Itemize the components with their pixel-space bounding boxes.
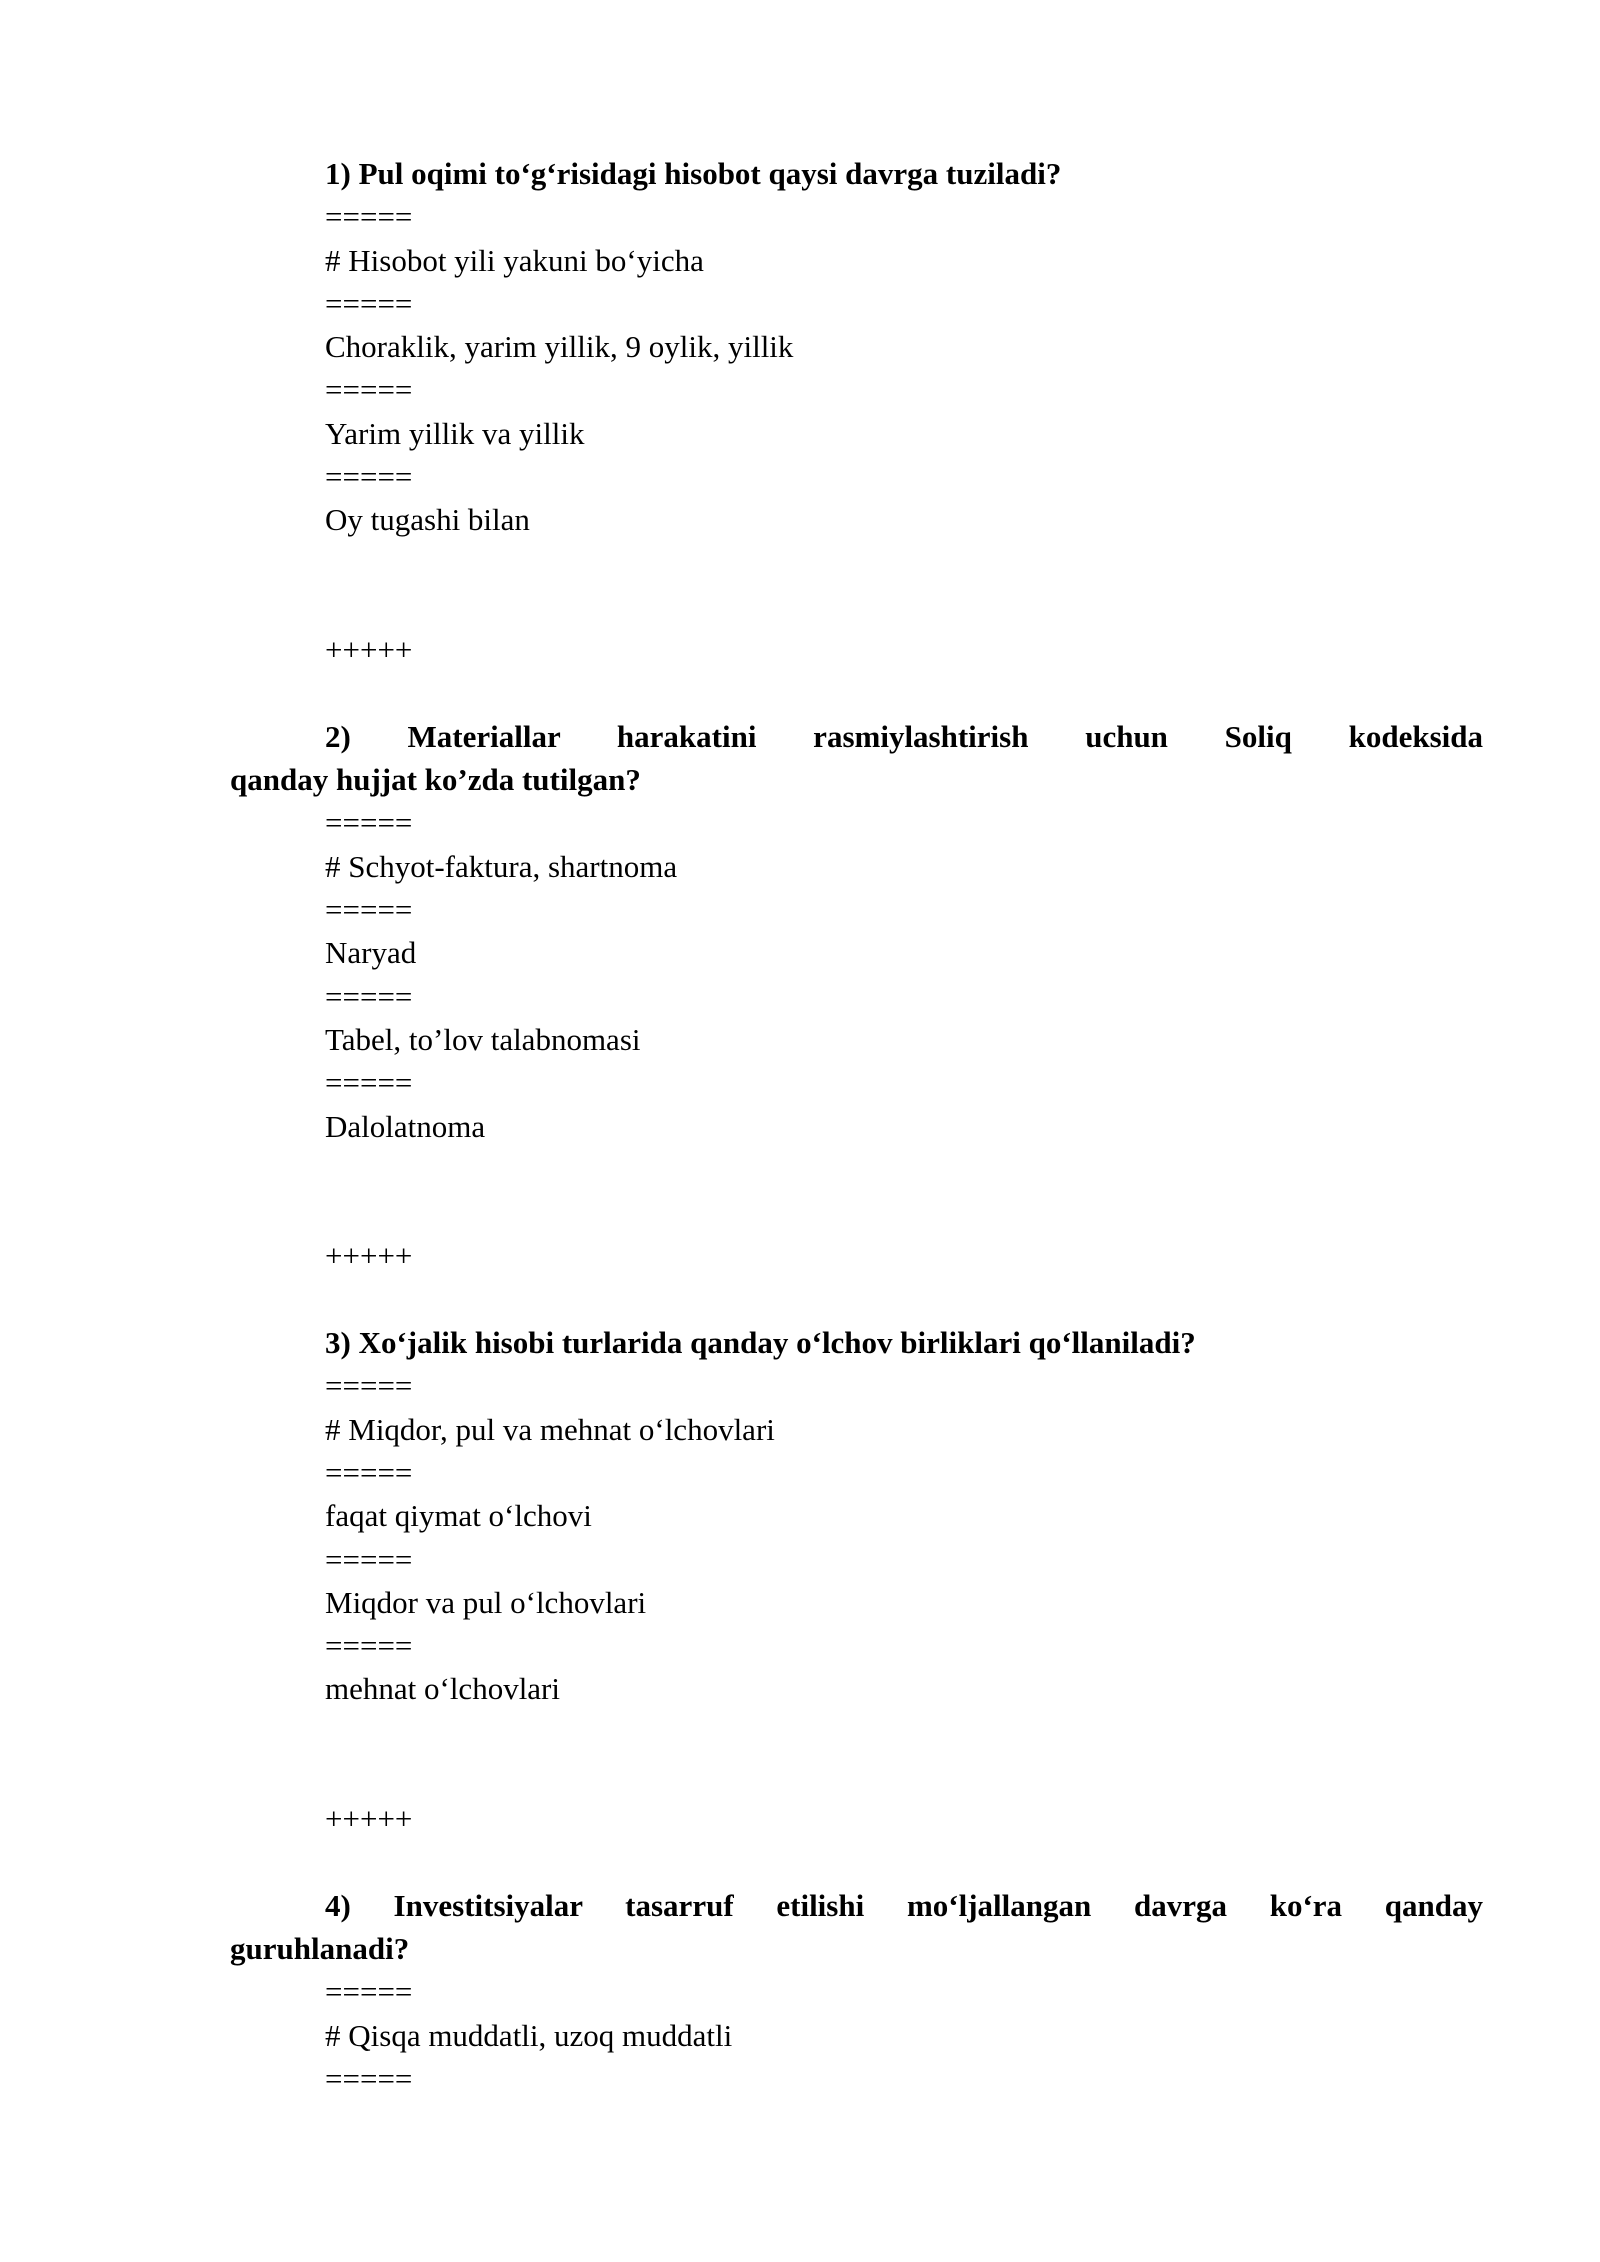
question-block (230, 152, 1483, 715)
question-block (230, 1884, 1483, 2100)
blank-line (230, 1278, 1483, 1321)
answer-option-line: Miqdor va pul oʻlchovlari (325, 1584, 647, 1620)
question-text-line: 3) Xoʻjalik hisobi turlarida qanday oʻlchov birliklari qoʻllaniladi? (325, 1325, 1196, 1361)
question-text-line: 1) Pul oqimi toʻgʻrisidagi hisobot qaysi davrga tuziladi? (325, 156, 1062, 191)
correct-answer-line: # Hisobot yili yakuni boʻyicha (325, 242, 704, 278)
answer-separator-line: ===== (325, 1974, 413, 2010)
answer-separator-line: ===== (325, 1541, 413, 1577)
answer-option-line: faqat qiymat oʻlchovi (325, 1498, 592, 1534)
question-block (230, 715, 1483, 1321)
blank-line (230, 1148, 1483, 1191)
question-text-line: guruhlanadi? (230, 1931, 410, 1967)
answer-separator-line: ===== (325, 892, 413, 928)
blank-line (230, 585, 1483, 628)
blank-line (230, 672, 1483, 715)
answer-separator-line: ===== (325, 1368, 413, 1404)
question-separator-line: +++++ (325, 1801, 413, 1837)
answer-separator-line: ===== (325, 285, 413, 321)
answer-separator-line: ===== (325, 372, 413, 408)
answer-separator-line: ===== (325, 459, 413, 495)
blank-line (230, 1841, 1483, 1884)
question-block (230, 1321, 1483, 1884)
answer-separator-line: ===== (325, 1628, 413, 1664)
answer-option-line: Dalolatnoma (325, 1108, 486, 1144)
blank-line (230, 1191, 1483, 1234)
question-separator-line: +++++ (325, 1238, 413, 1274)
correct-answer-line: # Schyot-faktura, shartnoma (325, 848, 678, 884)
answer-option-line: Oy tugashi bilan (325, 502, 530, 538)
question-text-line: 4) Investitsiyalar tasarruf etilishi moʻljallangan davrga koʻra qanday (325, 1887, 1483, 1923)
answer-option-line: Naryad (325, 935, 417, 971)
answer-separator-line: ===== (325, 1454, 413, 1490)
answer-option-line: Yarim yillik va yillik (325, 415, 585, 451)
blank-line (230, 542, 1483, 585)
answer-option-line: Tabel, to’lov talabnomasi (325, 1021, 641, 1057)
answer-option-line: Choraklik, yarim yillik, 9 oylik, yillik (325, 329, 794, 365)
answer-separator-line: ===== (325, 1065, 413, 1101)
answer-separator-line: ===== (325, 805, 413, 841)
blank-line (230, 1711, 1483, 1754)
answer-separator-line: ===== (325, 978, 413, 1014)
question-text-line: 2) Materiallar harakatini rasmiylashtirish uchun Soliq kodeksida (325, 718, 1483, 754)
answer-separator-line: ===== (325, 2061, 413, 2097)
blank-line (230, 1754, 1483, 1797)
correct-answer-line: # Miqdor, pul va mehnat oʻlchovlari (325, 1411, 775, 1447)
question-separator-line: +++++ (325, 632, 413, 668)
question-text-line: qanday hujjat ko’zda tutilgan? (230, 762, 641, 798)
correct-answer-line: # Qisqa muddatli, uzoq muddatli (325, 2017, 733, 2053)
answer-option-line: mehnat oʻlchovlari (325, 1671, 560, 1707)
answer-separator-line: ===== (325, 199, 413, 235)
